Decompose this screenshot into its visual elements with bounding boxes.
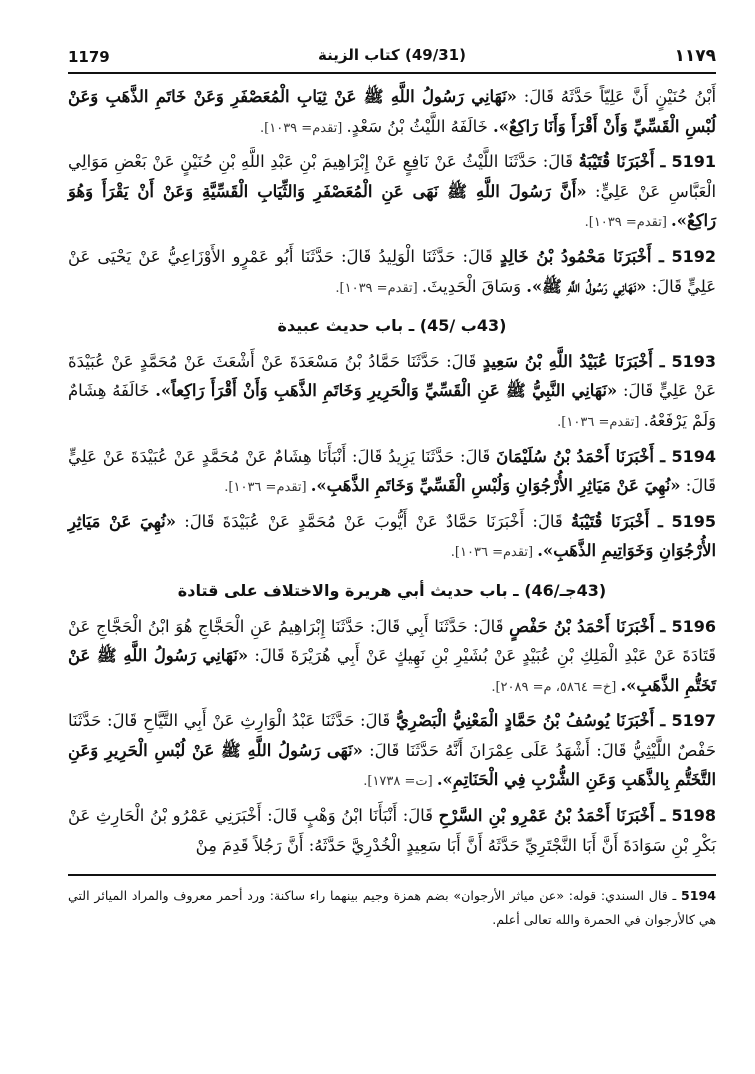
book-title: (49/31) كتاب الزينة xyxy=(318,46,466,64)
hadith-5193: 5193 ـ أَخْبَرَنَا عُبَيْدُ اللَّهِ بْنُ سَعِيدٍ قَالَ: حَدَّثَنَا حَمَّادُ بْنُ مَسْعَدَةَ عَنْ أَشْعَثَ عَنْ مُحَمَّدٍ عَنْ عُبَيْدَةَ عَنْ عَلِيٍّ قَالَ: «نَهَانِي النَّبِيُّ ﷺ عَنِ الْقَسِّيِّ وَالْحَرِيرِ وَخَاتَمِ الذَّهَبِ وَأَنْ أَقْرَأَ رَاكِعاً». خَالَفَهُ هِشَامٌ وَلَمْ يَرْفَعْهُ. [تقدم= ١٠٣٦]. xyxy=(68,351,717,430)
footnote-number: 5194 xyxy=(680,888,716,904)
page-number-latin: 1179 xyxy=(68,48,110,66)
footnote-text: ـ قال السندي: قوله: «عن مياثر الأرجوان» بضم همزة وجيم بينهما راء ساكنة: ورد أحمر معروف والمراد الميائر التي هي كالأرجوان في الحمرة والله تعالى أعلم. xyxy=(68,888,716,928)
hadith-5192: 5192 ـ أَخْبَرَنَا مَحْمُودُ بْنُ خَالِدٍ قَالَ: حَدَّثَنَا الْوَلِيدُ قَالَ: حَدَّثَنَا أَبُو عَمْرٍو الأَوْزَاعِيُّ عَنْ يَحْيَى عَنْ عَلِيٍّ قَالَ: «نَهَانِي رَسُولُ اللَّهِ ﷺ». وَسَاقَ الْحَدِيثَ. [تقدم= ١٠٣٩]. xyxy=(68,246,716,296)
main-text xyxy=(68,82,716,862)
section-heading-ubayda: (43ب /45) ـ باب حديث عبيدة xyxy=(277,316,507,336)
document-page xyxy=(68,40,716,932)
hadith-5195: 5195 ـ أَخْبَرَنَا قُتَيْبَةُ قَالَ: أَخْبَرَنَا حَمَّادٌ عَنْ أَيُّوبَ عَنْ مُحَمَّدٍ عَنْ عُبَيْدَةَ قَالَ: «نُهِيَ عَنْ مَيَاثِرِ الأُرْجُوَانِ وَخَوَاتِيمِ الذَّهَبِ». [تقدم= ١٠٣٦]. xyxy=(68,511,716,561)
hadith-5197: 5197 ـ أَخْبَرَنَا يُوسُفُ بْنُ حَمَّادٍ الْمَعْنِيُّ الْبَصْرِيُّ قَالَ: حَدَّثَنَا عَبْدُ الْوَارِثِ عَنْ أَبِي التَّيَّاحِ قَالَ: حَدَّثَنَا حَفْصٌ اللَّيْثِيُّ قَالَ: أَشْهَدُ عَلَى عِمْرَانَ أَنَّهُ حَدَّثَنَا قَالَ: «نَهَى رَسُولُ اللَّهِ ﷺ عَنْ لُبْسِ الْحَرِيرِ وَعَنِ التَّخَتُّمِ بِالذَّهَبِ وَعَنِ الشُّرْبِ فِي الْحَنَاتِمِ». [ت= ١٧٣٨]. xyxy=(68,711,716,790)
hadith-5194: 5194 ـ أَخْبَرَنَا أَحْمَدُ بْنُ سُلَيْمَانَ قَالَ: حَدَّثَنَا يَزِيدُ قَالَ: أَنْبَأَنَا هِشَامٌ عَنْ مُحَمَّدٍ عَنْ عُبَيْدَةَ عَنْ عَلِيٍّ قَالَ: «نُهِيَ عَنْ مَيَاثِرِ الأُرْجُوَانِ وَلُبْسِ الْقَسِّيِّ وَخَاتَمِ الذَّهَبِ». [تقدم= ١٠٣٦]. xyxy=(68,446,716,496)
hadith-continuation: أَبْنُ حُنَيْنٍ أَنَّ عَلِيّاً حَدَّثَهُ قَالَ: «نَهَانِي رَسُولُ اللَّهِ ﷺ عَنْ ثِيَابِ الْمُعَصْفَرِ وَعَنْ خَاتَمِ الذَّهَبِ وَعَنْ لُبْسِ الْقَسِّيِّ وَأَنْ أَقْرَأَ وَأَنَا رَاكِعٌ». خَالَفَهُ اللَّيْثُ بْنُ سَعْدٍ. [تقدم= ١٠٣٩]. xyxy=(68,87,716,136)
hadith-5198: 5198 ـ أَخْبَرَنَا أَحْمَدُ بْنُ عَمْرِو بْنِ السَّرْحِ قَالَ: أَنْبَأَنَا ابْنُ وَهْبٍ قَالَ: أَخْبَرَنِي عَمْرُو بْنُ الْحَارِثِ عَنْ بَكْرِ بْنِ سَوَادَةَ أَنَّ أَبَا النَّجْتَرِيِّ حَدَّثَهُ أَنَّ أَبَا سَعِيدٍ الْخُدْرِيَّ حَدَّثَهُ: أَنَّ رَجُلاً قَدِمَ مِنْ xyxy=(68,806,716,855)
header-rule xyxy=(68,72,716,74)
footnote-rule xyxy=(68,874,716,876)
section-heading-abu-hurayra: (43جـ/46) ـ باب حديث أبي هريرة والاختلاف على قتادة xyxy=(177,580,607,600)
footnote xyxy=(68,884,716,932)
hadith-5191: 5191 ـ أَخْبَرَنَا قُتَيْبَةُ قَالَ: حَدَّثَنَا اللَّيْثُ عَنْ نَافِعٍ عَنْ إِبْرَاهِيمَ بْنِ عَبْدِ اللَّهِ بْنِ حُنَيْنٍ عَنْ بَعْضِ مَوَالِي الْعَبَّاسِ عَنْ عَلِيٍّ: «أَنَّ رَسُولَ اللَّهِ ﷺ نَهَى عَنِ الْمُعَصْفَرِ وَالثِّيَابِ الْقَسِّيَّةِ وَعَنْ أَنْ يَقْرَأَ وَهُوَ رَاكِعٌ». [تقدم= ١٠٣٩]. xyxy=(68,152,716,231)
page-header xyxy=(68,40,716,70)
page-number-arabic: ١١٧٩ xyxy=(674,46,716,66)
hadith-5196: 5196 ـ أَخْبَرَنَا أَحْمَدُ بْنُ حَفْصٍ قَالَ: حَدَّثَنَا أَبِي قَالَ: حَدَّثَنَا إِبْرَاهِيمُ عَنِ الْحَجَّاجِ هُوَ ابْنُ الْحَجَّاجِ عَنْ قَتَادَةَ عَنْ عَبْدِ الْمَلِكِ بْنِ عُبَيْدٍ عَنْ بُشَيْرِ بْنِ نَهِيكٍ عَنْ أَبِي هُرَيْرَةَ قَالَ: «نَهَانِي رَسُولُ اللَّهِ ﷺ عَنْ تَخَتُّمِ الذَّهَبِ». [خ= ٥٨٦٤، م= ٢٠٨٩]. xyxy=(68,616,717,695)
